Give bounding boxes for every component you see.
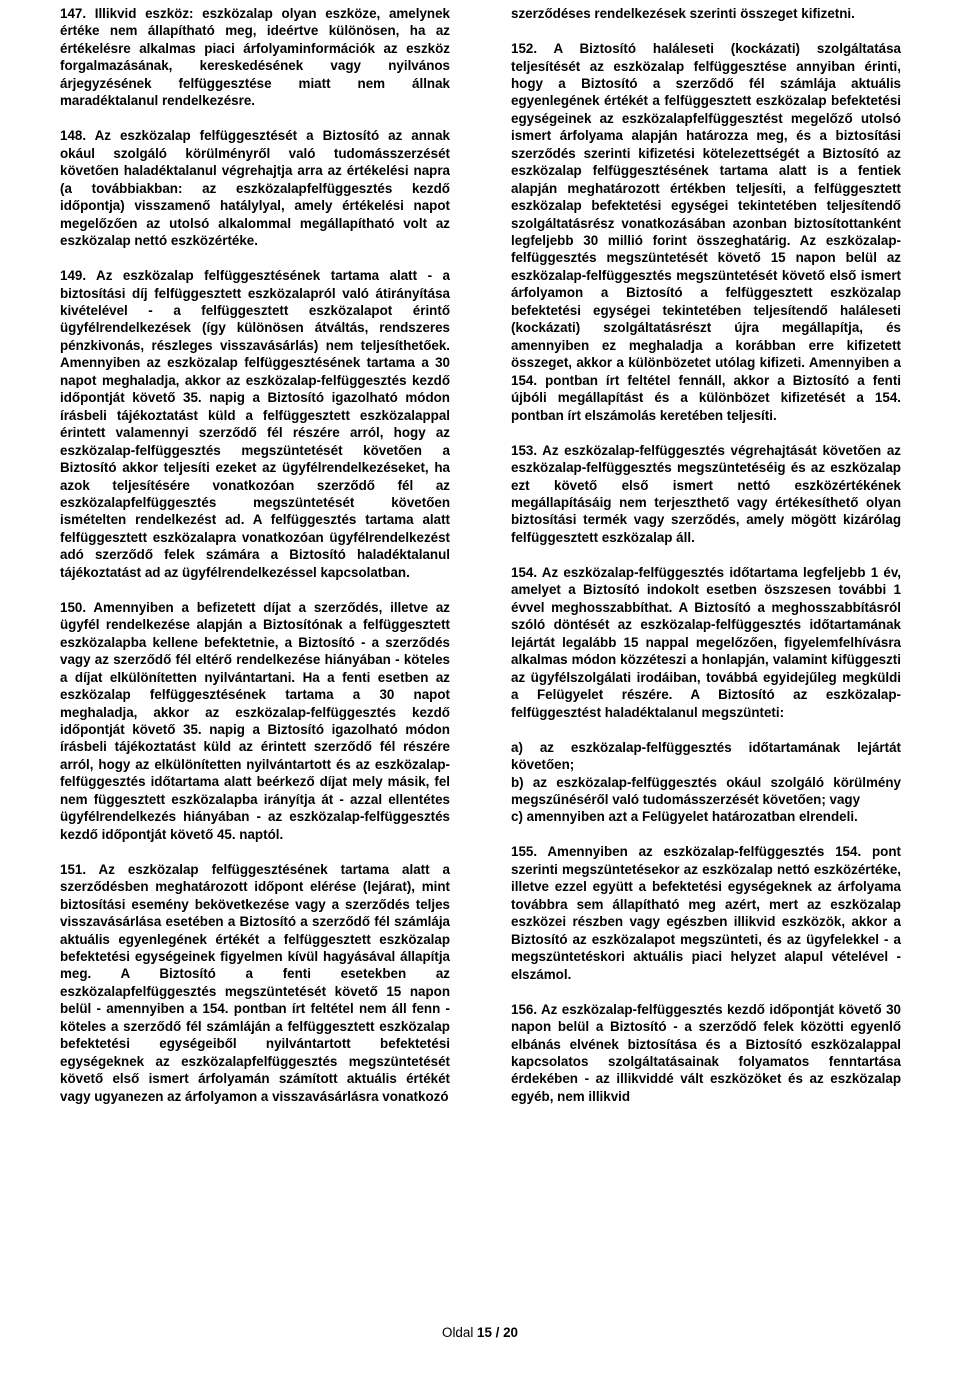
paragraph-149: 149. Az eszközalap felfüggesztésének tartama alatt - a biztosítási díj felfüggesztett eszközalapról való átirányítása kivételével - a felfüggesztett eszközalapot érintő ügyfélrendelkezések (így különösen átváltás, rendszeres pénzkivonás, részleges visszavásárlás) nem teljesíthetőek. Amennyiben az eszközalap felfüggesztésének tartama a 30 napot meghaladja, akkor az eszközalap-felfüggesztés kezdő időpontját követő 35. napig a Biztosító igazolható módon írásbeli tájékoztatást küld a felfüggesztett eszközalappal érintett valamennyi szerződő fél részére arról, hogy az eszközalap-felfüggesztés megszüntetését követően a Biztosító akkor teljesíti ezeket az ügyfélrendelkezéseket, ha azok teljesítésére vonatkozóan szerződő fél az eszközalapfelfüggesztés megszüntetését követően ismételten rendelkezést ad. A felfüggesztés tartama alatt felfüggesztett eszközalapra vonatkozóan ügyfélrendelkezést adó szerződő felek számára a Biztosító haladéktalanul tájékoztatást ad az ügyfélrendelkezéssel kapcsolatban. bbox=[60, 268, 450, 580]
right-column bbox=[511, 5, 901, 1123]
paragraph-155: 155. Amennyiben az eszközalap-felfüggesztés 154. pont szerinti megszüntetésekor az eszközalap nettó eszközértéke, illetve ezzel együtt a befektetési egységeknek az árfolyama továbbra sem állapítható meg azért, mert az eszközalap eszközei részben vagy egészben illikvid eszközök, akkor a Biztosító az eszközalapot megszünteti, és az ügyfelekkel - a megszüntetéskori aktuális piaci helyzet alapul vételével - elszámol. bbox=[511, 844, 901, 982]
paragraph-154-list: a) az eszközalap-felfüggesztés időtartamának lejártát követően; b) az eszközalap-felfüggesztés okául szolgáló körülmény megszűnéséről való tudomásszerzését követően; vagy c) amennyiben azt a Felügyelet határozatban elrendeli. bbox=[511, 739, 901, 825]
paragraph-153: 153. Az eszközalap-felfüggesztés végrehajtását követően az eszközalap-felfüggesztés megszüntetéséig és az eszközalap ezt követő első ismert nettó eszközértékének megállapításáig nem terjeszthető vagy értékesíthető olyan biztosítási termék vagy szerződés, amely mögött kizárólag felfüggesztett eszközalap áll. bbox=[511, 442, 901, 545]
paragraph-148: 148. Az eszközalap felfüggesztését a Biztosító az annak okául szolgáló körülményről való tudomásszerzését követően haladéktalanul végrehajtja arra az értékelési napra (a továbbiakban: az eszközalapfelfüggesztés kezdő időpontja) visszamenő hatálylyal, amely értékelési napot megelőzően az utolsó alkalommal megállapítható volt az eszközalap nettó eszközértéke. bbox=[60, 128, 450, 249]
paragraph-151-continued: szerződéses rendelkezések szerinti összeget kifizetni. bbox=[511, 6, 855, 21]
paragraph-151: 151. Az eszközalap felfüggesztésének tartama alatt a szerződésben meghatározott időpont elérése (lejárat), mint biztosítási esemény bekövetkezése vagy a szerződés teljes visszavásárlása esetében a Biztosító a szerződő fél számlája aktuális egyenlegének értékét a felfüggesztett eszközalap befektetési egységeinek figyelmen kívül hagyásával állapítja meg. A Biztosító a fenti esetekben az eszközalapfelfüggesztés megszüntetését követő 15 napon belül - amennyiben a 154. pontban írt feltétel nem áll fenn - köteles a szerződő fél számláján a felfüggesztett eszközalap befektetési egységeiből nyilvántartott befektetési egységeknek az eszközalapfelfüggesztés megszüntetését követő első ismert árfolyamán számított aktuális értékét vagy ugyanezen az árfolyamon a visszavásárlásra vonatkozó bbox=[60, 861, 450, 1104]
page-footer bbox=[0, 1325, 960, 1340]
paragraph-154: 154. Az eszközalap-felfüggesztés időtartama legfeljebb 1 év, amelyet a Biztosító indokolt esetben öszszesen további 1 évvel meghosszabbíthat. A Biztosító a meghosszabbításról szóló döntését az eszközalap-felfüggesztés időtartamának lejártát legalább 15 nappal megelőzően, figyelemfelhívásra alkalmas módon közzéteszi a honlapján, valamint kifüggeszti az ügyfélszolgálati irodáiban, továbbá egyidejűleg megküldi a Felügyelet részére. A Biztosító az eszközalap-felfüggesztést haladéktalanul megszünteti: bbox=[511, 564, 901, 720]
paragraph-156: 156. Az eszközalap-felfüggesztés kezdő időpontját követő 30 napon belül a Biztosító - a szerződő felek közötti egyenlő elbánás elvének biztosítása és a Biztosító eszközalappal kapcsolatos szolgáltatásainak folyamatos fenntartása érdekében - az illikviddé vált eszközöket és az eszközalap egyéb, nem illikvid bbox=[511, 1001, 901, 1104]
paragraph-150: 150. Amennyiben a befizetett díjat a szerződés, illetve az ügyfél rendelkezése alapján a Biztosítónak a felfüggesztett eszközalapba kellene befektetnie, a Biztosító - a szerződés vagy az szerződő fél eltérő rendelkezése hiányában - köteles a díjat elkülönítetten nyilvántartani. Ha a fenti esetben az eszközalap felfüggesztésének tartama a 30 napot meghaladja, akkor az eszközalap-felfüggesztés kezdő időpontját követő 35. napig a Biztosító igazolható módon írásbeli tájékoztatást küld az érintett szerződő fél részére arról, hogy az elkülönítetten nyilvántartott és az eszközalap-felfüggesztés időtartama alatt beérkező díjat mely másik, fel nem függesztett eszközalapba irányítja át - azzal ellentétes ügyfélrendelkezés hiányában - az eszközalap-felfüggesztés kezdő időpontját követő 45. naptól. bbox=[60, 599, 450, 842]
paragraph-147: 147. Illikvid eszköz: eszközalap olyan eszköze, amelynek értéke nem állapítható meg, ideértve különösen, ha az értékelésre alkalmas piaci árfolyaminformációk az eszköz forgalmazásának, kereskedésének vagy nyilvános árjegyzésének felfüggesztése miatt nem állnak maradéktalanul rendelkezésre. bbox=[60, 6, 450, 109]
left-column bbox=[60, 5, 450, 1123]
page-number: 15 / 20 bbox=[477, 1325, 518, 1340]
footer-prefix: Oldal bbox=[442, 1325, 478, 1340]
paragraph-152: 152. A Biztosító haláleseti (kockázati) szolgáltatása teljesítését az eszközalap felfüggesztése annyiban érinti, hogy a Biztosító a szerződő fél számlája aktuális egyenlegének értékét a felfüggesztett eszközalap befektetési egységeinek az eszközalapfelfüggesztést megelőző utolsó ismert árfolyama alapján határozza meg, és a biztosítási szerződés szerinti kifizetési kötelezettségét a Biztosító az eszközalap felfüggesztésének tartama alatt is a fentiek alapján meghatározott értékben teljesíti, a felfüggesztett eszközalap befektetési egységei tekintetében teljesítendő szolgáltatásrész vonatkozásában azonban biztosítottanként legfeljebb 30 millió forint összeghatárig. Az eszközalap-felfüggesztés megszüntetését követő 15 napon belül az eszközalap-felfüggesztés megszüntetését követő első ismert árfolyamon a Biztosító a felfüggesztett eszközalap befektetési egységei tekintetében teljesítendő haláleseti (kockázati) szolgáltatásrészt újra megállapítja, és amennyiben ez meghaladja a korábban erre kifizetett összeget, akkor a különbözetet utólag kifizeti. Amennyiben a 154. pontban írt feltétel fennáll, akkor a Biztosító a fenti újbóli megállapítást és a különbözet kifizetését a 154. pontban írt elszámolás keretében teljesíti. bbox=[511, 41, 901, 423]
